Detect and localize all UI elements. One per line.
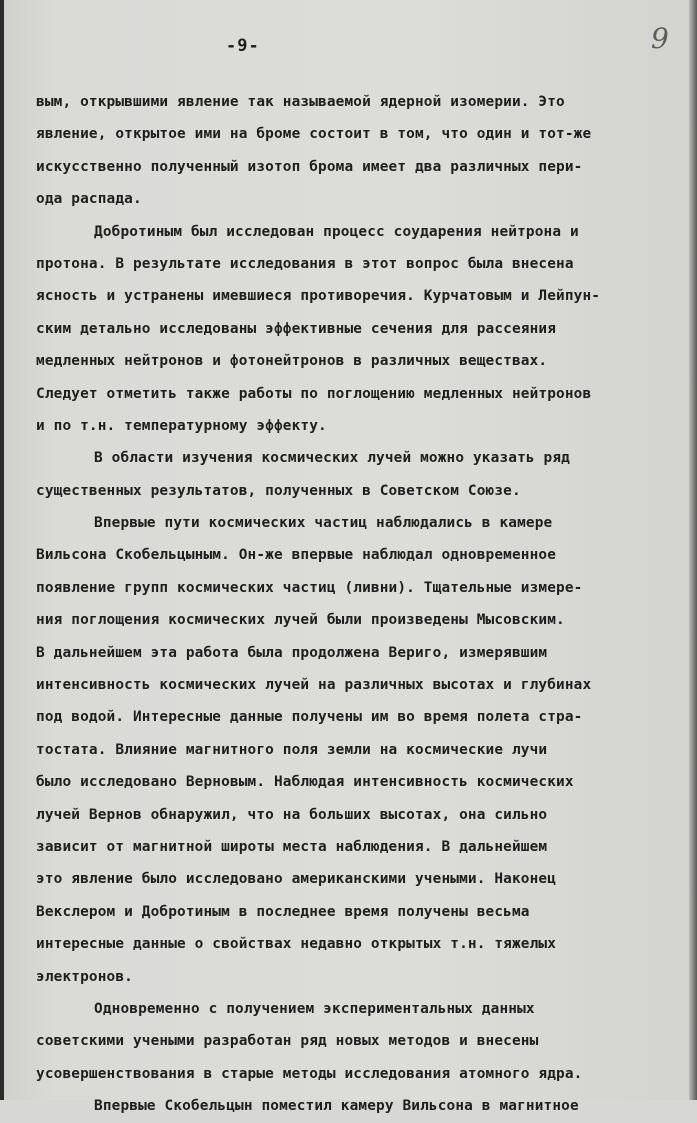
scan-edge-right: [689, 0, 697, 1100]
text-line: интенсивность космических лучей на различных высотах и глубинах: [36, 677, 592, 694]
text-line: В дальнейшем эта работа была продолжена Вериго, измерявшим: [36, 644, 548, 661]
text-line: Следует отметить также работы по поглощению медленных нейтронов: [36, 385, 592, 402]
text-line: В области изучения космических лучей можно указать ряд: [94, 450, 570, 467]
text-line: это явление было исследовано американскими учеными. Наконец: [36, 871, 557, 888]
page-number: -9-: [226, 36, 260, 56]
text-line: Впервые пути космических частиц наблюдались в камере: [94, 515, 553, 532]
text-line: усовершенствования в старые методы исследования атомного ядра.: [36, 1065, 583, 1082]
text-line: и по т.н. температурному эффекту.: [36, 417, 327, 434]
text-line: Векслером и Добротиным в последнее время получены весьма: [36, 903, 530, 920]
text-line: искусственно полученный изотоп брома имеет два различных пери-: [36, 158, 583, 175]
text-line: ским детально исследованы эффективные сечения для рассеяния: [36, 320, 557, 337]
text-line: протона. В результате исследования в этот вопрос была внесена: [36, 255, 574, 272]
text-line: медленных нейтронов и фотонейтронов в различных веществах.: [36, 353, 548, 370]
text-line: тостата. Влияние магнитного поля земли на космические лучи: [36, 741, 548, 758]
text-line: Добротиным был исследован процесс соударения нейтрона и: [94, 223, 579, 240]
text-line: ния поглощения космических лучей были произведены Мысовским.: [36, 612, 565, 629]
text-line: вым, открывшими явление так называемой ядерной изомерии. Это: [36, 94, 565, 110]
text-line: интересные данные о свойствах недавно открытых т.н. тяжелых: [36, 936, 557, 953]
text-line: ода распада.: [36, 191, 142, 208]
archive-page-number: 9: [651, 22, 669, 55]
text-line: было исследовано Верновым. Наблюдая интенсивность космических: [36, 774, 574, 791]
text-line: электронов.: [36, 968, 133, 985]
text-line: ясность и устранены имевшиеся противоречия. Курчатовым и Лейпун-: [36, 288, 601, 305]
scan-edge-left: [0, 0, 4, 1100]
text-line: Вильсона Скобельцыным. Он-же впервые наблюдал одновременное: [36, 547, 557, 564]
text-line: явление, открытое ими на броме состоит в том, что один и тот-же: [36, 126, 592, 143]
text-line: зависит от магнитной широты места наблюдения. В дальнейшем: [36, 838, 548, 855]
text-line: Впервые Скобельцын поместил камеру Вильсона в магнитное: [94, 1098, 579, 1115]
text-line: появление групп космических частиц (ливни). Тщательные измере-: [36, 579, 583, 596]
text-line: Одновременно с получением экспериментальных данных: [94, 1000, 535, 1017]
text-line: существенных результатов, полученных в Советском Союзе.: [36, 482, 521, 499]
text-line: советскими учеными разработан ряд новых методов и внесены: [36, 1033, 539, 1050]
text-line: под водой. Интересные данные получены им во время полета стра-: [36, 709, 583, 726]
text-line: лучей Вернов обнаружил, что на больших высотах, она сильно: [36, 806, 548, 823]
body-text: [36, 86, 676, 1123]
